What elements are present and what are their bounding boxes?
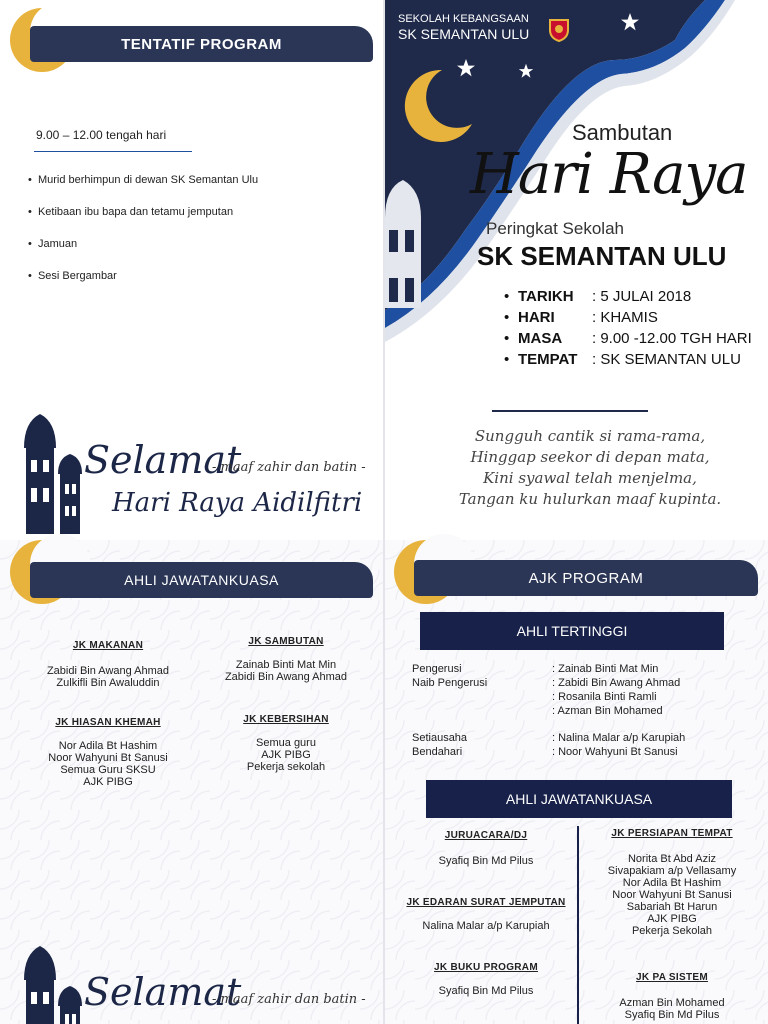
jk-makanan	[20, 640, 196, 689]
member-name: Nor Adila Bt Hashim	[622, 877, 722, 889]
tentatif-list	[28, 174, 258, 302]
ahli-jawatankuasa-title: AHLI JAWATANKUASA	[505, 791, 653, 807]
jk-kebersihan	[196, 714, 376, 773]
column-divider	[577, 826, 579, 1024]
tentatif-time: 9.00 – 12.00 tengah hari	[36, 128, 167, 142]
mosque-icon	[20, 940, 84, 1024]
greeting-selamat: Selamat	[84, 438, 242, 482]
pantun-line: Sungguh cantik si rama-rama,	[474, 427, 706, 445]
detail-row: • MASA : 9.00 -12.00 TGH HARI	[504, 330, 752, 347]
list-item: • Sesi Bergambar	[28, 270, 117, 282]
member-name: : Zainab Binti Mat Min	[552, 663, 659, 675]
pantun-line: Tangan ku hulurkan maaf kupinta.	[458, 490, 722, 508]
member-name: Pekerja sekolah	[246, 761, 326, 773]
greeting-hari-raya: Hari Raya Aidilfitri	[112, 488, 363, 518]
role-label: Setiausaha	[412, 732, 468, 744]
school-name: SK SEMANTAN ULU	[398, 26, 530, 42]
member-name: : Azman Bin Mohamed	[552, 705, 663, 717]
tertinggi-roles	[412, 662, 487, 759]
tertinggi-names	[552, 662, 685, 759]
member-name: AJK PIBG	[83, 776, 133, 788]
role-label	[412, 704, 487, 718]
tentatif-banner-title: TENTATIF PROGRAM	[121, 35, 282, 53]
poster-sambutan: Sambutan	[572, 120, 673, 145]
role-label: Naib Pengerusi	[412, 677, 488, 689]
member-name: Noor Wahyuni Bt Sanusi	[612, 889, 732, 901]
list-item: • Ketibaan ibu bapa dan tetamu jemputan	[28, 206, 234, 218]
member-name: Sabariah Bt Harun	[626, 901, 718, 913]
ahli-banner-title: AHLI JAWATANKUASA	[124, 572, 279, 588]
member-name: Zabidi Bin Awang Ahmad	[224, 671, 348, 683]
list-item: • Murid berhimpun di dewan SK Semantan Ulu	[28, 174, 259, 186]
ahli-jawatankuasa-bar	[426, 780, 732, 818]
member-name: Zulkifli Bin Awaluddin	[56, 677, 160, 689]
section-heading: JK MAKANAN	[72, 640, 144, 651]
ahli-tertinggi-title: AHLI TERTINGGI	[516, 623, 628, 639]
list-item: • Jamuan	[28, 238, 78, 250]
member-name: Pekerja Sekolah	[631, 925, 713, 937]
crescent-moon-icon	[402, 66, 474, 144]
member-name: Norita Bt Abd Aziz	[627, 853, 717, 865]
pantun-divider	[492, 410, 648, 412]
star-icon	[620, 12, 640, 32]
role-label: Pengerusi	[412, 663, 462, 675]
poster-details	[504, 288, 752, 372]
greeting-selamat: Selamat	[84, 970, 242, 1014]
jk-hiasan-khemah	[20, 717, 196, 788]
ajk-program-banner-title: AJK PROGRAM	[528, 569, 644, 587]
member-name: Zainab Binti Mat Min	[235, 659, 337, 671]
ahli-tertinggi-bar	[420, 612, 724, 650]
member-name: AJK PIBG	[647, 913, 697, 925]
mosque-icon	[20, 408, 84, 534]
poster-peringkat: Peringkat Sekolah	[486, 219, 624, 238]
member-name: AJK PIBG	[261, 749, 311, 761]
section-heading: JK KEBERSIHAN	[243, 714, 329, 725]
ahli-banner	[30, 562, 373, 598]
section-heading: JURUACARA/DJ	[444, 830, 528, 841]
greeting-tagline: - maaf zahir dan batin -	[212, 992, 366, 1007]
role-label: Bendahari	[412, 746, 463, 758]
detail-row: • TARIKH : 5 JULAI 2018	[504, 288, 692, 305]
member-name: Sivapakiam a/p Vellasamy	[607, 865, 737, 877]
pantun-line: Kini syawal telah menjelma,	[483, 469, 697, 487]
poster-sk-name: SK SEMANTAN ULU	[477, 241, 727, 271]
pantun	[440, 426, 740, 510]
section-heading: JK PERSIAPAN TEMPAT	[611, 828, 733, 839]
member-name: Zabidi Bin Awang Ahmad	[46, 665, 170, 677]
school-label: SEKOLAH KEBANGSAAN	[398, 13, 529, 25]
member-name: Nalina Malar a/p Karupiah	[422, 920, 550, 932]
jk-buku-program	[400, 962, 572, 997]
member-name: Syafiq Bin Md Pilus	[624, 1009, 720, 1021]
member-name: Syafiq Bin Md Pilus	[438, 985, 534, 997]
member-name: Azman Bin Mohamed	[619, 997, 725, 1009]
school-crest-icon	[548, 18, 570, 42]
jk-sambutan	[196, 636, 376, 683]
section-heading: JK EDARAN SURAT JEMPUTAN	[406, 897, 566, 908]
mosque-icon	[385, 168, 425, 308]
tentatif-banner	[30, 26, 373, 62]
member-name: : Noor Wahyuni Bt Sanusi	[552, 746, 678, 758]
member-name: Semua Guru SKSU	[60, 764, 156, 776]
juruacara-dj	[400, 830, 572, 867]
member-name: : Rosanila Binti Ramli	[552, 691, 657, 703]
star-icon	[518, 63, 534, 79]
jk-pa-sistem	[582, 972, 762, 1021]
member-name: Syafiq Bin Md Pilus	[438, 855, 534, 867]
detail-row: • TEMPAT : SK SEMANTAN ULU	[504, 351, 741, 368]
tentatif-time-underline	[34, 151, 192, 152]
member-name: : Nalina Malar a/p Karupiah	[552, 732, 686, 744]
pantun-line: Hinggap seekor di depan mata,	[470, 448, 710, 466]
jk-persiapan-tempat	[582, 828, 762, 937]
member-name: Nor Adila Bt Hashim	[58, 740, 158, 752]
section-heading: JK BUKU PROGRAM	[434, 962, 538, 973]
ajk-program-banner	[414, 560, 758, 596]
section-heading: JK SAMBUTAN	[248, 636, 324, 647]
section-heading: JK PA SISTEM	[636, 972, 708, 983]
role-label	[412, 690, 487, 704]
greeting-tagline: - maaf zahir dan batin -	[212, 460, 366, 475]
member-name: Semua guru	[256, 737, 316, 749]
poster-hari-raya: Hari Raya	[470, 142, 748, 207]
detail-row: • HARI : KHAMIS	[504, 309, 658, 326]
jk-edaran-surat-jemputan	[400, 897, 572, 932]
section-heading: JK HIASAN KHEMAH	[55, 717, 161, 728]
member-name: Noor Wahyuni Bt Sanusi	[48, 752, 168, 764]
member-name: : Zabidi Bin Awang Ahmad	[552, 677, 681, 689]
